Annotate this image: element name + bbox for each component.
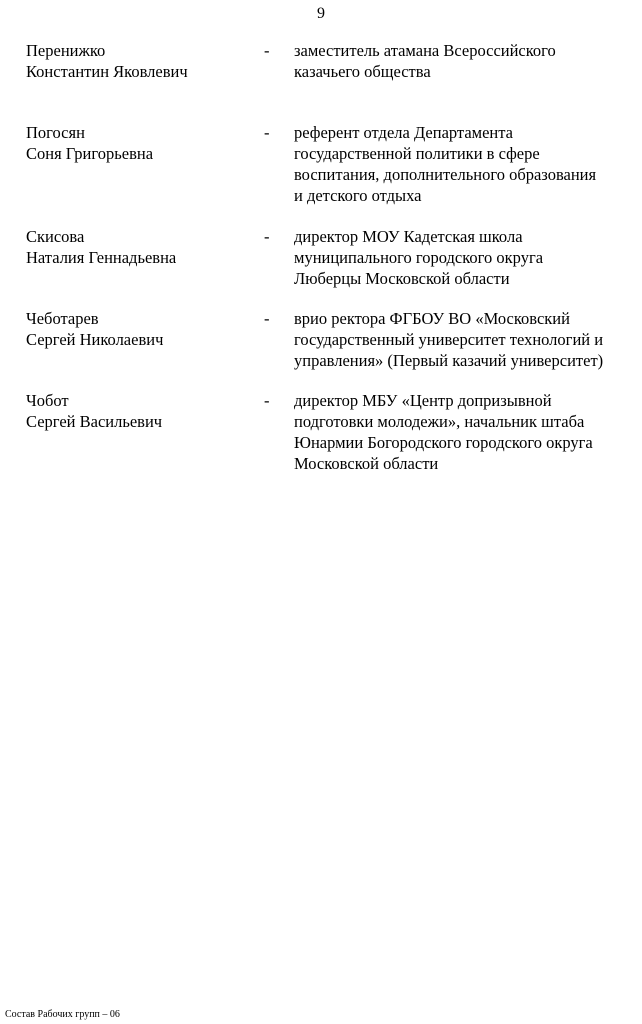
member-name (26, 40, 246, 82)
separator-dash: - (264, 227, 270, 246)
member-given-names: Константин Яковлевич (26, 62, 188, 81)
position-line: государственный университет технологий и (294, 330, 604, 349)
member-surname: Чеботарев (26, 309, 99, 328)
page-number: 9 (317, 5, 325, 22)
member-given-names: Наталия Геннадьевна (26, 248, 177, 267)
member-given-names: Соня Григорьевна (26, 144, 154, 163)
member-name (26, 122, 246, 164)
position-line: государственной политики в сфере (294, 144, 540, 163)
position-line: воспитания, дополнительного образования (294, 165, 597, 184)
member-position (294, 122, 642, 206)
position-line: референт отдела Департамента (294, 123, 513, 142)
position-line: Юнармии Богородского городского округа (294, 433, 593, 452)
position-line: директор МОУ Кадетская школа (294, 227, 523, 246)
member-name (26, 390, 246, 432)
member-surname: Погосян (26, 123, 85, 142)
member-given-names: Сергей Васильевич (26, 412, 163, 431)
member-position (294, 226, 642, 289)
separator-dash: - (264, 41, 270, 60)
member-name (26, 226, 246, 268)
member-position (294, 308, 642, 371)
separator-dash: - (264, 391, 270, 410)
position-line: заместитель атамана Всероссийского (294, 41, 556, 60)
member-position (294, 390, 642, 474)
member-name (26, 308, 246, 350)
member-surname: Чобот (26, 391, 69, 410)
member-given-names: Сергей Николаевич (26, 330, 164, 349)
member-position (294, 40, 642, 82)
position-line: и детского отдыха (294, 186, 422, 205)
position-line: директор МБУ «Центр допризывной (294, 391, 552, 410)
position-line: казачьего общества (294, 62, 431, 81)
position-line: управления» (Первый казачий университет) (294, 351, 604, 370)
document-footer: Состав Рабочих групп – 06 (5, 1009, 120, 1020)
position-line: муниципального городского округа (294, 248, 544, 267)
separator-dash: - (264, 309, 270, 328)
position-line: врио ректора ФГБОУ ВО «Московский (294, 309, 570, 328)
member-surname: Перенижко (26, 41, 106, 60)
position-line: Московской области (294, 454, 439, 473)
member-surname: Скисова (26, 227, 85, 246)
position-line: подготовки молодежи», начальник штаба (294, 412, 585, 431)
position-line: Люберцы Московской области (294, 269, 510, 288)
separator-dash: - (264, 123, 270, 142)
